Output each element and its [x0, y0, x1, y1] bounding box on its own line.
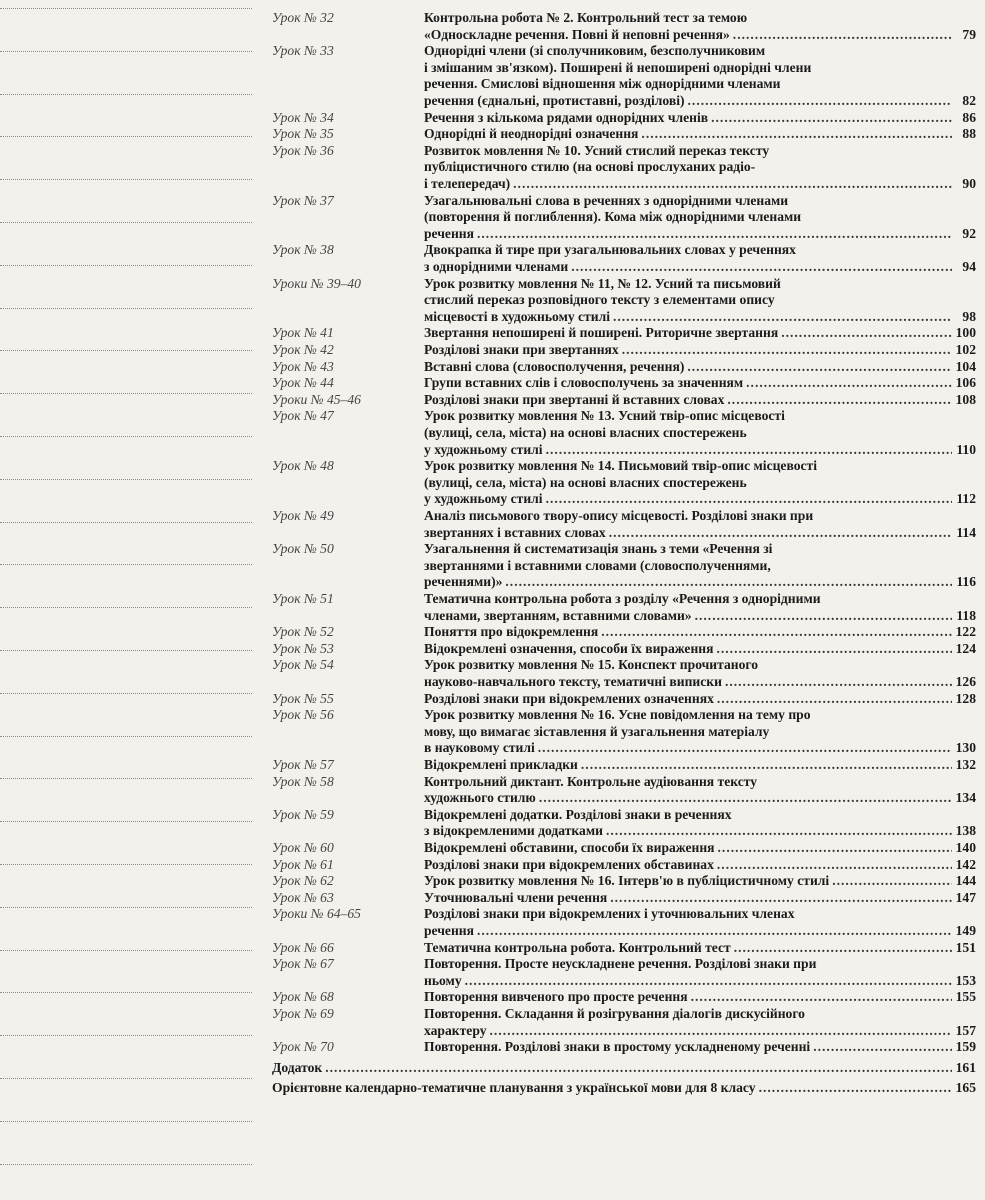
title-line: Урок розвитку мовлення № 13. Усний твір-опис місцевості — [424, 408, 785, 424]
lesson-number: Урок № 48 — [272, 458, 334, 474]
lesson-title — [424, 641, 952, 658]
leader-dots — [465, 973, 952, 990]
leader-dots — [641, 126, 952, 143]
title-line: Повторення. Складання й розігрування діалогів дискусійного — [424, 1006, 805, 1021]
lesson-title — [424, 143, 952, 193]
page-number: 159 — [955, 1039, 976, 1055]
lesson-title — [424, 691, 952, 708]
title-line: «Односкладне речення. Повні й неповні речення» ..... — [424, 27, 952, 44]
page-number: 130 — [955, 740, 976, 756]
margin-line — [0, 1164, 252, 1165]
leader-dots — [613, 309, 952, 326]
page-number: 82 — [962, 92, 976, 108]
lesson-number: Урок № 37 — [272, 192, 334, 208]
lesson-number: Урок № 61 — [272, 856, 334, 872]
lesson-number: Урок № 67 — [272, 956, 334, 972]
title-line: у художньому стилі ..... — [424, 442, 952, 459]
title-line: Узагальнювальні слова в реченнях з однорідними членами — [424, 192, 789, 208]
lesson-number: Урок № 34 — [272, 109, 334, 125]
title-line: речення ..... — [424, 226, 952, 243]
page-number: 118 — [956, 607, 976, 623]
margin-line — [0, 436, 252, 437]
lesson-title — [424, 873, 952, 890]
margin-line — [0, 736, 252, 737]
leader-dots — [571, 259, 952, 276]
leader-dots — [505, 574, 952, 591]
page-number: 138 — [955, 823, 976, 839]
page-number: 116 — [956, 574, 976, 590]
leader-dots — [733, 27, 952, 44]
leader-dots — [513, 176, 952, 193]
title-line: з однорідними членами ..... — [424, 259, 952, 276]
lesson-number: Урок № 54 — [272, 657, 334, 673]
lesson-number: Уроки № 45–46 — [272, 391, 361, 407]
lesson-title — [424, 242, 952, 275]
page-number: 132 — [955, 757, 976, 772]
lesson-number: Урок № 57 — [272, 757, 334, 772]
margin-line — [0, 308, 252, 309]
lesson-title — [424, 857, 952, 874]
title-line: характеру ..... — [424, 1023, 952, 1040]
title-line: Повторення вивченого про просте речення ..... — [424, 989, 952, 1006]
title-line: Аналіз письмового твору-опису місцевості. Розділові знаки при — [424, 508, 814, 523]
margin-line — [0, 564, 252, 565]
title-line: Відокремлені додатки. Розділові знаки в реченнях — [424, 806, 732, 822]
lesson-title — [424, 940, 952, 957]
leader-dots — [725, 674, 952, 691]
page-number: 142 — [955, 856, 976, 872]
lesson-number: Урок № 44 — [272, 375, 334, 391]
lesson-title — [424, 956, 952, 989]
title-line: Урок розвитку мовлення № 15. Конспект прочитаного — [424, 657, 759, 673]
title-line: Урок розвитку мовлення № 11, № 12. Усний та письмовий — [424, 275, 781, 291]
title-line: в науковому стилі ..... — [424, 740, 952, 757]
lesson-title — [424, 890, 952, 907]
leader-dots — [477, 923, 952, 940]
lesson-number: Урок № 42 — [272, 342, 334, 357]
title-line: речення (єднальні, протиставні, розділові) ..... — [424, 93, 952, 110]
lesson-title — [424, 989, 952, 1006]
lesson-title — [424, 43, 952, 109]
lesson-title — [424, 342, 952, 359]
lesson-number: Урок № 62 — [272, 873, 334, 889]
leader-dots — [813, 1039, 952, 1056]
title-line: Розділові знаки при відокремлених і уточнювальних членах — [424, 906, 795, 922]
title-line: речення ..... — [424, 923, 952, 940]
lesson-title — [424, 707, 952, 757]
page-number: 128 — [955, 690, 976, 706]
lesson-title — [272, 1060, 952, 1077]
margin-line — [0, 479, 252, 480]
margin-line — [0, 8, 252, 9]
margin-line — [0, 222, 252, 223]
lesson-number: Уроки № 39–40 — [272, 275, 361, 291]
page-number: 86 — [962, 109, 976, 125]
margin-line — [0, 950, 252, 951]
title-line: Орієнтовне календарно-тематичне планування з української мови для 8 класу ..... — [272, 1080, 952, 1097]
title-line: Розділові знаки при звертанні й вставних словах ..... — [424, 392, 952, 409]
lesson-number: Урок № 35 — [272, 126, 334, 142]
title-line: Звертання непоширені й поширені. Риторичне звертання ..... — [424, 325, 952, 342]
title-line: Поняття про відокремлення ..... — [424, 624, 952, 641]
title-line: Уточнювальні члени речення ..... — [424, 890, 952, 907]
title-line: Відокремлені означення, способи їх вираження ..... — [424, 641, 952, 658]
title-line: (повторення й поглиблення). Кома між однорідними членами — [424, 209, 802, 225]
title-line: звертаннями і вставними словами (словосполученнями, — [424, 557, 771, 573]
leader-dots — [687, 359, 952, 376]
leader-dots — [539, 790, 952, 807]
leader-dots — [609, 525, 952, 542]
title-line: з відокремленими додатками ..... — [424, 823, 952, 840]
lesson-title — [424, 110, 952, 127]
title-line: Розділові знаки при відокремлених означеннях ..... — [424, 691, 952, 708]
title-line: місцевості в художньому стилі ..... — [424, 309, 952, 326]
lesson-number: Урок № 66 — [272, 939, 334, 955]
margin-line — [0, 350, 252, 351]
leader-dots — [727, 392, 952, 409]
lesson-title — [424, 408, 952, 458]
margin-line — [0, 179, 252, 180]
leader-dots — [716, 641, 952, 658]
leader-dots — [610, 890, 952, 907]
margin-line — [0, 265, 252, 266]
lesson-number: Урок № 36 — [272, 142, 334, 158]
title-line: Відокремлені обставини, способи їх вираження ..... — [424, 840, 952, 857]
margin-line — [0, 907, 252, 908]
lesson-number: Урок № 50 — [272, 541, 334, 557]
margin-line — [0, 136, 252, 137]
lesson-number: Уроки № 64–65 — [272, 906, 361, 922]
margin-line — [0, 650, 252, 651]
page-number: 88 — [962, 126, 976, 142]
margin-line — [0, 778, 252, 779]
lesson-title — [424, 906, 952, 939]
leader-dots — [695, 608, 952, 625]
lesson-title — [424, 276, 952, 326]
leader-dots — [546, 491, 952, 508]
title-line: Контрольний диктант. Контрольне аудіювання тексту — [424, 773, 758, 789]
leader-dots — [746, 375, 952, 392]
page-number: 100 — [955, 325, 976, 341]
margin-line — [0, 1121, 252, 1122]
page-number: 106 — [955, 375, 976, 391]
lesson-number: Урок № 33 — [272, 43, 334, 59]
lesson-title — [424, 757, 952, 774]
leader-dots — [546, 442, 952, 459]
title-line: ньому ..... — [424, 973, 952, 990]
title-line: художнього стилю ..... — [424, 790, 952, 807]
title-line: у художньому стилі ..... — [424, 491, 952, 508]
title-line: Розвиток мовлення № 10. Усний стислий переказ тексту — [424, 142, 770, 158]
title-line: і змішаним зв'язком). Поширені й непоширені однорідні члени — [424, 59, 812, 75]
page-number: 104 — [955, 358, 976, 374]
leader-dots — [781, 325, 952, 342]
title-line: Узагальнення й систематизація знань з теми «Речення зі — [424, 541, 773, 557]
page-number: 90 — [962, 175, 976, 191]
lesson-title — [424, 1039, 952, 1056]
lesson-number: Урок № 58 — [272, 773, 334, 789]
title-line: стислий переказ розповідного тексту з елементами опису — [424, 292, 775, 308]
lesson-number: Урок № 59 — [272, 806, 334, 822]
lesson-title — [424, 774, 952, 807]
lesson-number: Урок № 60 — [272, 840, 334, 855]
leader-dots — [581, 757, 952, 774]
page-number: 102 — [955, 342, 976, 357]
page-number: 165 — [955, 1080, 976, 1096]
margin-line — [0, 1035, 252, 1036]
margin-note-lines — [0, 0, 254, 1200]
title-line: публіцистичного стилю (на основі прослуханих радіо- — [424, 159, 756, 175]
title-line: Відокремлені прикладки ..... — [424, 757, 952, 774]
lesson-title — [424, 840, 952, 857]
title-line: науково-навчального тексту, тематичні виписки ..... — [424, 674, 952, 691]
lesson-number: Урок № 56 — [272, 707, 334, 723]
title-line: речення. Смислові відношення між однорідними членами — [424, 76, 781, 92]
page-number: 122 — [955, 624, 976, 640]
margin-line — [0, 992, 252, 993]
title-line: Повторення. Розділові знаки в простому ускладненому реченні ..... — [424, 1039, 952, 1056]
page-number: 124 — [955, 640, 976, 656]
page-number: 108 — [955, 391, 976, 407]
lesson-title — [424, 1006, 952, 1039]
title-line: Групи вставних слів і словосполучень за значенням ..... — [424, 375, 952, 392]
margin-line — [0, 522, 252, 523]
page-number: 114 — [956, 524, 976, 540]
title-line: і телепередач) ..... — [424, 176, 952, 193]
lesson-number: Урок № 53 — [272, 640, 334, 656]
page-number: 92 — [962, 225, 976, 241]
title-line: членами, звертанням, вставними словами» ..... — [424, 608, 952, 625]
leader-dots — [490, 1023, 953, 1040]
page-number: 157 — [955, 1022, 976, 1038]
margin-line — [0, 821, 252, 822]
lesson-number: Урок № 43 — [272, 358, 334, 374]
margin-line — [0, 51, 252, 52]
margin-line — [0, 693, 252, 694]
lesson-title — [424, 193, 952, 243]
title-line: Тематична контрольна робота. Контрольний тест ..... — [424, 940, 952, 957]
leader-dots — [717, 691, 952, 708]
title-line: Вставні слова (словосполучення, речення) ..... — [424, 359, 952, 376]
margin-line — [0, 94, 252, 95]
page-number: 110 — [956, 441, 976, 457]
title-line: Однорідні члени (зі сполучниковим, безсполучниковим — [424, 43, 766, 59]
leader-dots — [688, 93, 952, 110]
lesson-number: Урок № 55 — [272, 690, 334, 706]
leader-dots — [325, 1060, 952, 1077]
page-number: 144 — [955, 873, 976, 889]
page-number: 155 — [955, 989, 976, 1005]
title-line: мову, що вимагає зіставлення й узагальнення матеріалу — [424, 723, 770, 739]
title-line: звертаннях і вставних словах ..... — [424, 525, 952, 542]
title-line: Контрольна робота № 2. Контрольний тест за темою — [424, 10, 748, 25]
title-line: Урок розвитку мовлення № 16. Усне повідомлення на тему про — [424, 707, 811, 723]
lesson-number: Урок № 70 — [272, 1039, 334, 1055]
title-line: Урок розвитку мовлення № 16. Інтерв'ю в публіцистичному стилі ..... — [424, 873, 952, 890]
lesson-number: Урок № 69 — [272, 1006, 334, 1021]
lesson-number: Урок № 41 — [272, 325, 334, 341]
lesson-title — [272, 1080, 952, 1097]
page-number: 79 — [962, 26, 976, 42]
lesson-number: Урок № 63 — [272, 889, 334, 905]
leader-dots — [538, 740, 952, 757]
lesson-title — [424, 375, 952, 392]
lesson-title — [424, 807, 952, 840]
lesson-title — [424, 508, 952, 541]
margin-line — [0, 1078, 252, 1079]
lesson-title — [424, 591, 952, 624]
lesson-title — [424, 10, 952, 43]
title-line: Однорідні й неоднорідні означення ..... — [424, 126, 952, 143]
page-number: 134 — [955, 790, 976, 806]
lesson-title — [424, 458, 952, 508]
lesson-number: Урок № 52 — [272, 624, 334, 640]
title-line: Розділові знаки при звертаннях ..... — [424, 342, 952, 359]
page-number: 98 — [962, 308, 976, 324]
leader-dots — [734, 940, 952, 957]
page-number: 153 — [955, 972, 976, 988]
lesson-title — [424, 325, 952, 342]
lesson-title — [424, 541, 952, 591]
leader-dots — [477, 226, 952, 243]
leader-dots — [717, 857, 952, 874]
title-line: Повторення. Просте неускладнене речення. Розділові знаки при — [424, 956, 817, 972]
lesson-number: Урок № 49 — [272, 508, 334, 523]
leader-dots — [711, 110, 952, 127]
page-number: 161 — [955, 1059, 976, 1075]
page-number: 126 — [955, 673, 976, 689]
lesson-title — [424, 392, 952, 409]
page-number: 149 — [955, 922, 976, 938]
title-line: Двокрапка й тире при узагальнювальних словах у реченнях — [424, 242, 796, 258]
leader-dots — [622, 342, 952, 359]
lesson-number: Урок № 51 — [272, 591, 334, 606]
margin-line — [0, 393, 252, 394]
leader-dots — [691, 989, 952, 1006]
leader-dots — [718, 840, 952, 857]
leader-dots — [759, 1080, 952, 1097]
lesson-title — [424, 657, 952, 690]
lesson-number: Урок № 68 — [272, 989, 334, 1005]
margin-line — [0, 607, 252, 608]
lesson-title — [424, 126, 952, 143]
leader-dots — [606, 823, 952, 840]
lesson-number: Урок № 38 — [272, 242, 334, 258]
leader-dots — [601, 624, 952, 641]
page-number: 147 — [955, 889, 976, 905]
page-number: 151 — [955, 939, 976, 955]
lesson-number: Урок № 47 — [272, 408, 334, 424]
page-number: 140 — [955, 840, 976, 855]
margin-line — [0, 864, 252, 865]
title-line: реченнями)» ..... — [424, 574, 952, 591]
title-line: (вулиці, села, міста) на основі власних спостережень — [424, 424, 747, 440]
lesson-title — [424, 359, 952, 376]
title-line: Речення з кількома рядами однорідних членів ..... — [424, 110, 952, 127]
page-number: 112 — [956, 491, 976, 507]
title-line: (вулиці, села, міста) на основі власних спостережень — [424, 474, 747, 490]
title-line: Тематична контрольна робота з розділу «Речення з однорідними — [424, 591, 821, 606]
lesson-number: Урок № 32 — [272, 10, 334, 25]
lesson-title — [424, 624, 952, 641]
title-line: Урок розвитку мовлення № 14. Письмовий твір-опис місцевості — [424, 458, 817, 474]
leader-dots — [832, 873, 952, 890]
title-line: Додаток ..... — [272, 1060, 952, 1077]
title-line: Розділові знаки при відокремлених обставинах ..... — [424, 857, 952, 874]
page-number: 94 — [962, 258, 976, 274]
